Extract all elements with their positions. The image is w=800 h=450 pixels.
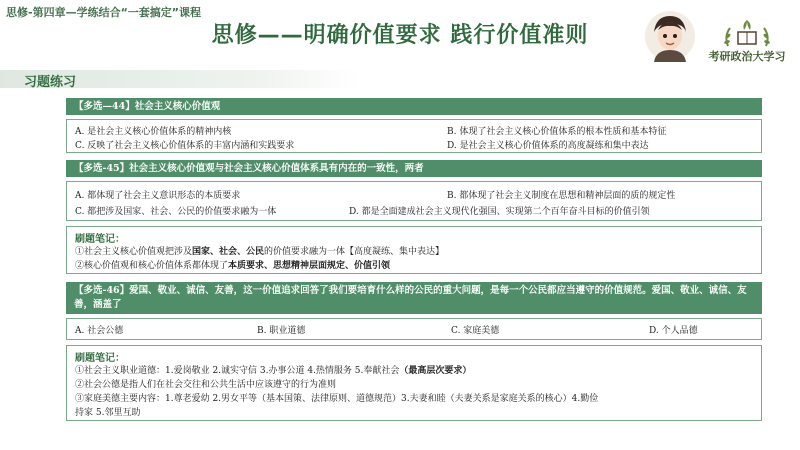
note-2-line-1-text: ①社会主义职业道德：1.爱岗敬业 2.诚实守信 3.办事公道 4.热情服务 5.奉献社会 (75, 366, 400, 376)
note-2-line-1 (75, 363, 471, 376)
q45-option-a: A. 都体现了社会主义意识形态的本质要求 (75, 191, 241, 201)
note-1-line-2-text: ②核心价值观和核心价值体系都体现了 (75, 261, 229, 271)
q45-option-c: C. 都把涉及国家、社会、公民的价值要求融为一体 (75, 207, 277, 217)
q44-option-b: B. 体现了社会主义核心价值体系的根本性质和基本特征 (447, 127, 667, 137)
note-1-box (66, 226, 762, 274)
brand-name: 考研政治大学习 (708, 50, 786, 63)
note-1-line-2 (75, 258, 390, 271)
note-2-line-2: ②社会公德是指人们在社会交往和公共生活中应该遵守的行为准则 (75, 380, 337, 390)
note-1-line-1-tail: 的价值要求融为一体【高度凝练、集中表达】 (264, 247, 445, 257)
note-2-title: 刷题笔记： (75, 353, 125, 364)
brand-logo (698, 16, 796, 66)
question-44-header: 【多选—44】社会主义核心价值观 (66, 98, 762, 115)
laurel-crest-icon (698, 16, 796, 50)
question-45-options (66, 181, 762, 221)
note-1-line-1 (75, 244, 444, 257)
teacher-avatar-icon (644, 10, 696, 62)
note-1-line-2-highlight: 本质要求、思想精神层面规定、价值引领 (228, 261, 391, 271)
note-1-line-1-highlight: 国家、社会、公民 (192, 247, 265, 257)
q45-option-b: B. 都体现了社会主义制度在思想和精神层面的质的规定性 (447, 191, 676, 201)
question-46-options (66, 318, 762, 340)
q45-option-d: D. 都是全面建成社会主义现代化强国、实现第二个百年奋斗目标的价值引领 (349, 207, 650, 217)
note-2-line-1-highlight: （最高层次要求） (399, 366, 472, 376)
q46-option-b: B. 职业道德 (257, 326, 306, 336)
q46-option-c: C. 家庭美德 (451, 326, 500, 336)
note-1-line-1-text: ①社会主义核心价值观把涉及 (75, 247, 193, 257)
note-2-line-3: ③家庭美德主要内容：1.尊老爱幼 2.男女平等（基本国策、法律原则、道德规范）3.夫妻和睦（夫妻关系是家庭关系的核心）4.勤俭 (75, 394, 599, 404)
q44-option-a: A. 是社会主义核心价值体系的精神内核 (75, 127, 232, 137)
question-45-header: 【多选-45】社会主义核心价值观与社会主义核心价值体系具有内在的一致性，两者 (66, 160, 762, 177)
note-2-line-4: 持家 5.邻里互助 (75, 408, 141, 418)
note-1-title: 刷题笔记： (75, 234, 125, 245)
question-44-options (66, 119, 762, 153)
q46-option-d: D. 个人品德 (649, 326, 698, 336)
section-bar (0, 66, 800, 90)
question-46-header: 【多选-46】爱国、敬业、诚信、友善，这一价值追求回答了我们要培育什么样的公民的重大问题，是每一个公民都应当遵守的价值规范。爱国、敬业、诚信、友善，涵盖了 (66, 282, 762, 314)
q44-option-c: C. 反映了社会主义核心价值体系的丰富内涵和实践要求 (75, 141, 295, 151)
section-title: 习题练习 (24, 75, 77, 90)
q44-option-d: D. 是社会主义核心价值体系的高度凝练和集中表达 (447, 141, 649, 151)
q46-option-a: A. 社会公德 (75, 326, 124, 336)
slide-header (0, 0, 800, 62)
note-2-box (66, 345, 762, 421)
course-title: 思修-第四章—学练结合“一套搞定”课程 (6, 6, 202, 19)
slide-title: 思修——明确价值要求 践行价值准则 (211, 23, 589, 48)
